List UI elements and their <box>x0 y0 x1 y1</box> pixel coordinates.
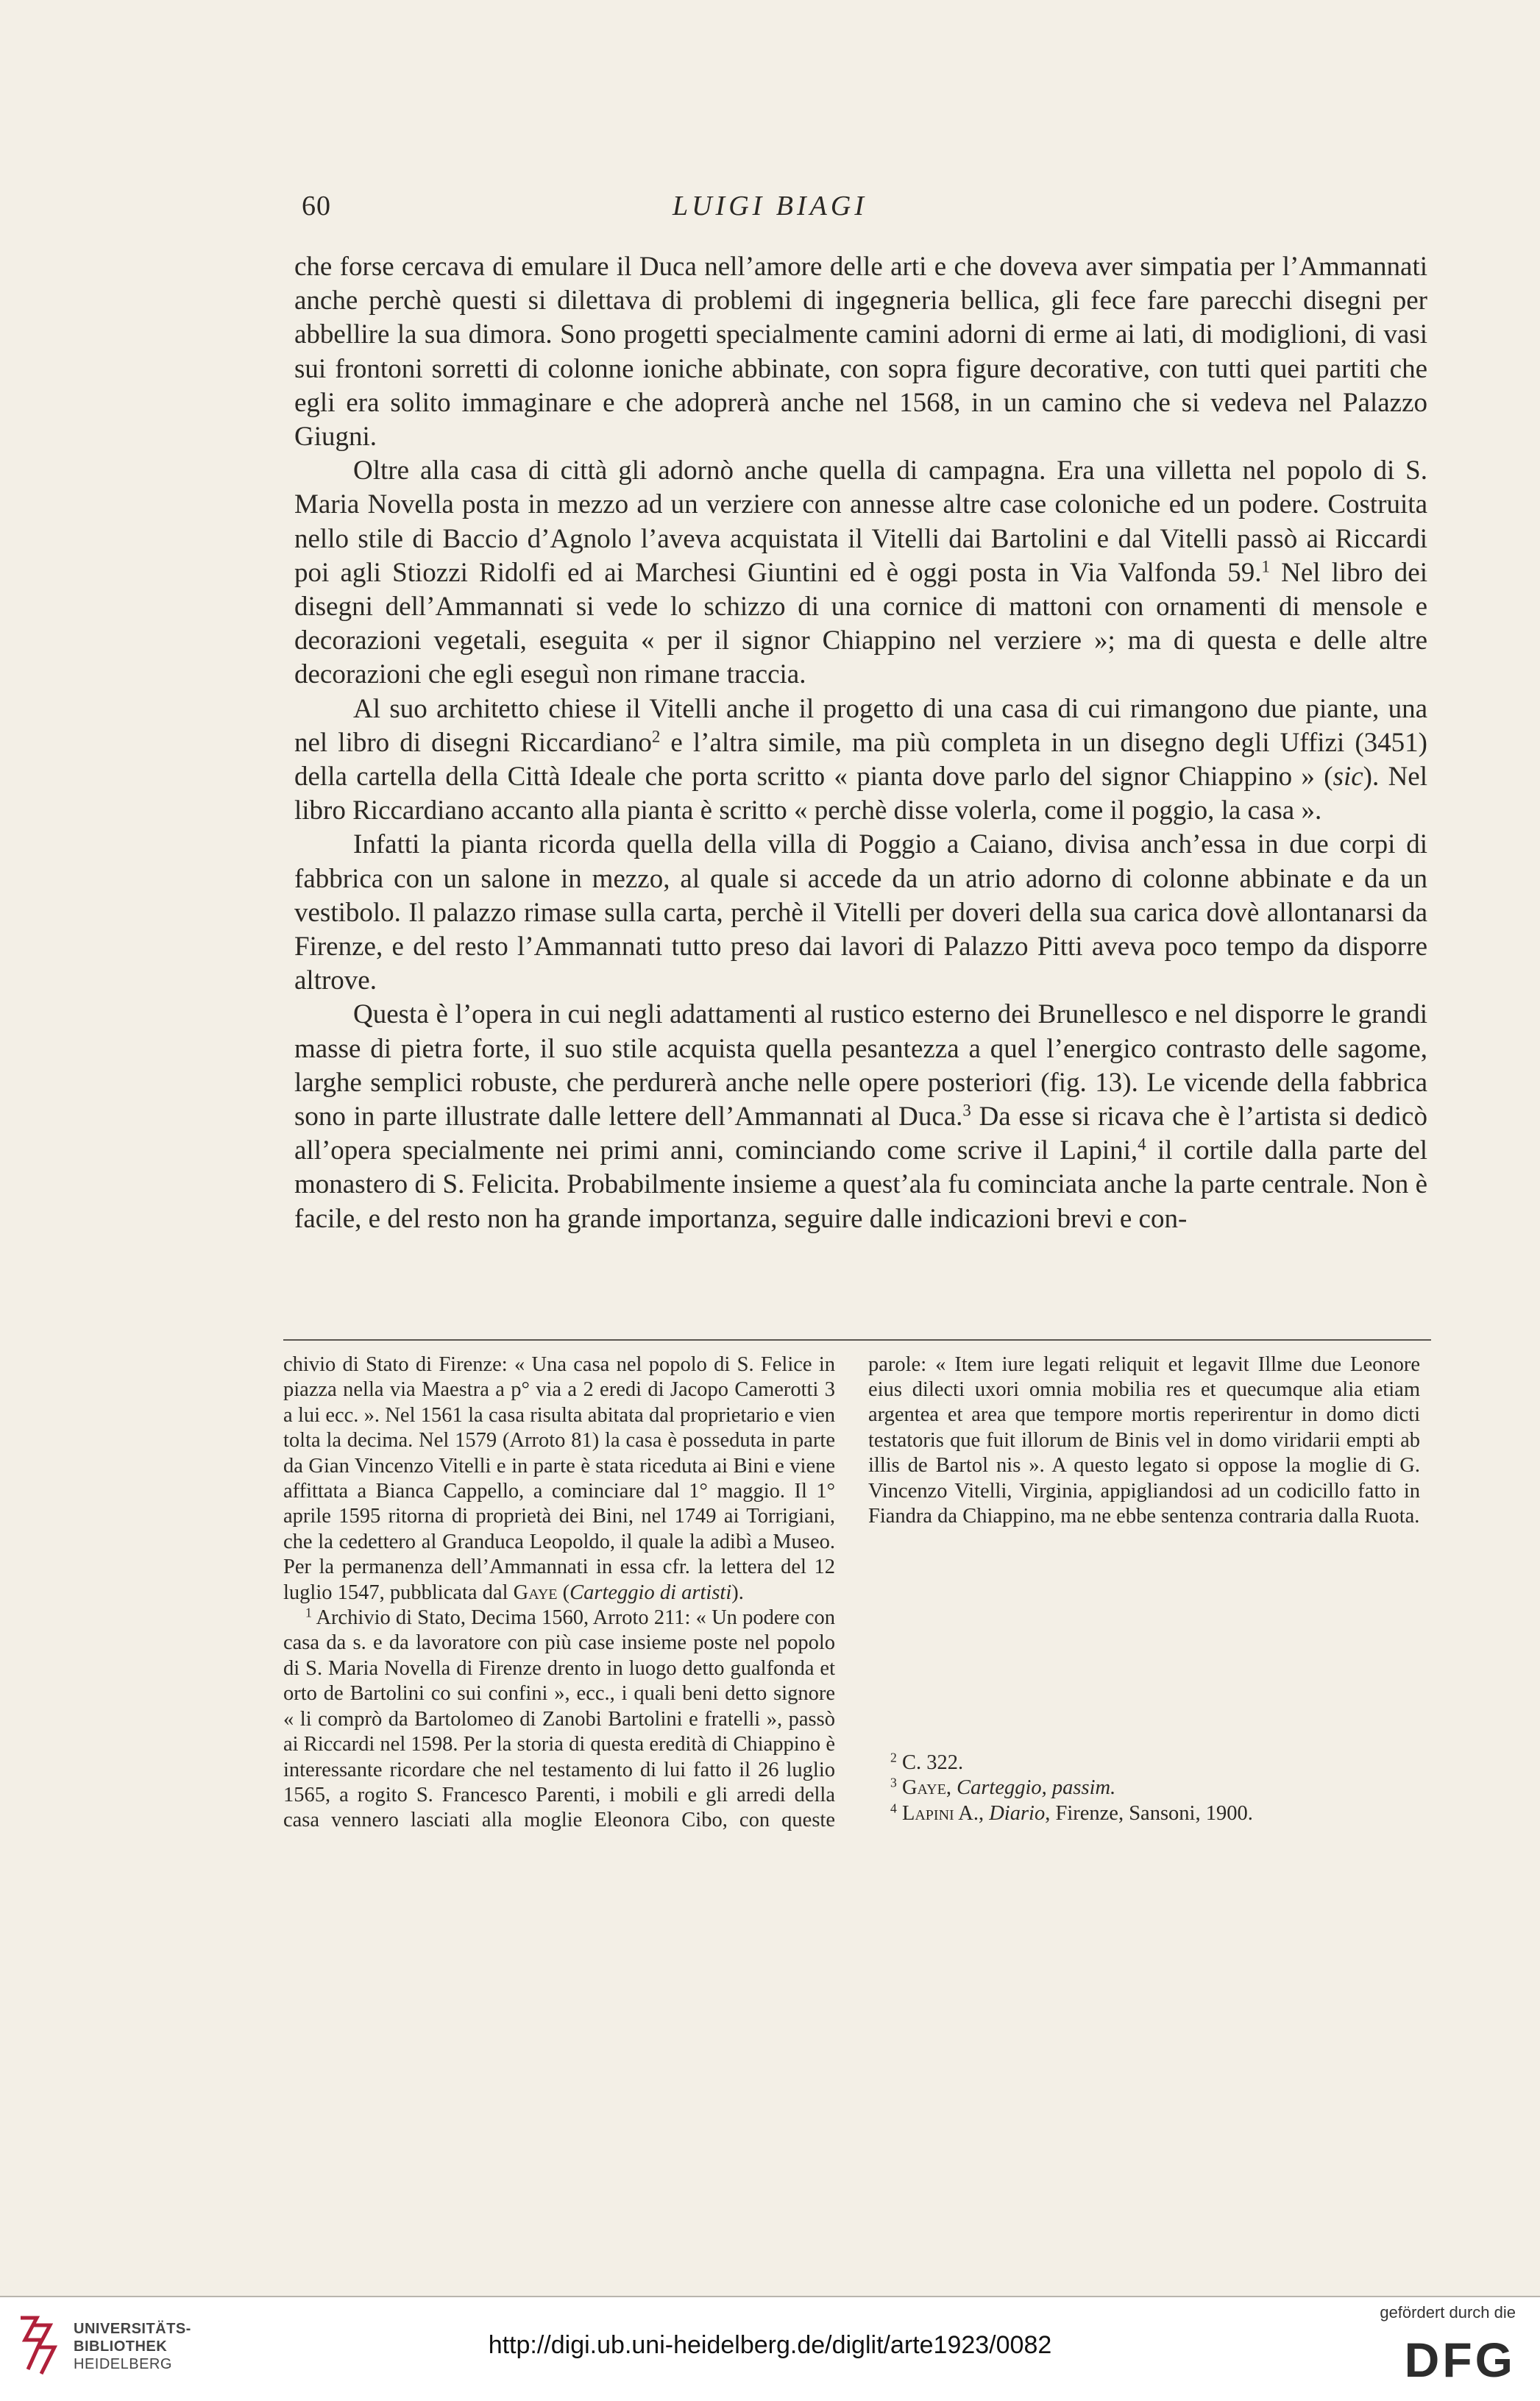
footnote-continuation: chivio di Stato di Firenze: « Una casa nel popolo di S. Felice in piazza nella via Maestra a p° via a 2 eredi di Jacopo Camerotti 3 a lui ecc. ». Nel 1561 la casa risulta abitata dal proprietario e vien tolta la decima. Nel 1579 (Arroto 81) la casa è posseduta in parte da Gian Vincenzo Vitelli e in parte è stata riceduta ai Bini e viene affittata a Bianca Cappello, a cominciare dal 1° maggio. Il 1° aprile 1595 ritorna di proprietà dei Bini, nel 1749 ai Torrigiani, che la cedettero al Granduca Leopoldo, il quale la adibì a Museo. Per la permanenza dell’Ammannati in essa cfr. la lettera del 12 luglio 1547, pubblicata dal Gaye (Carteggio di artisti). <box>283 1353 835 1604</box>
paragraph-5: Questa è l’opera in cui negli adattamenti al rustico esterno dei Brunellesco e nel disporre le grandi masse di pietra forte, il suo stile acquista quella pesantezza a quel l’energico contrasto delle sagome, larghe semplici robuste, che perdurerà anche nelle opere posteriori (fig. 13). Le vicende della fabbrica sono in parte illustrate dalle lettere dell’Ammannati al Duca.$^3$ Da esse si ricava che è l’artista si dedicò all’opera specialmente nei primi anni, cominciando come scrive il Lapini,$^4$ il cortile dalla parte del monastero di S. Felicita. Probabilmente insieme a quest’ala fu cominciata anche la parte centrale. Non è facile, e del resto non ha grande importanza, seguire dalle indicazioni brevi e con- <box>294 999 1427 1234</box>
footnote-3: $^3$ Gaye, Carteggio, passim. <box>890 1775 1116 1800</box>
running-title: LUIGI BIAGI <box>672 191 867 221</box>
paragraph-3: Al suo architetto chiese il Vitelli anche il progetto di una casa di cui rimangono due piante, una nel libro di disegni Riccardiano$^2$ e l’altra simile, ma più completa in un disegno degli Uffizi (3451) della cartella della Città Ideale che porta scritto « pianta dove parlo del signor Chiappino » (sic). Nel libro Riccardiano accanto alla pianta è scritto « perchè disse volerla, come il poggio, la casa ». <box>294 693 1427 826</box>
paragraph-1: che forse cercava di emulare il Duca nell’amore delle arti e che doveva aver simpatia per l’Ammannati anche perchè questi si dilettava di problemi di ingegneria bellica, gli fece fare parecchi disegni per abbellire la sua dimora. Sono progetti specialmente camini adorni di erme ai lati, di modiglioni, di vasi sui frontoni sorretti di colonne ioniche abbinate, con sopra figure decorative, con tutti quei partiti che egli era solito immaginare e che adoprerà anche nel 1568, in un camino che si vedeva nel Palazzo Giugni. <box>294 252 1427 453</box>
footnote-2: $^2$ C. 322. <box>890 1750 964 1774</box>
main-text <box>294 250 1427 1236</box>
footnote-4: $^4$ Lapini A., Diario, Firenze, Sansoni, 1900. <box>890 1801 1253 1825</box>
footnotes-left-column <box>283 1352 835 1834</box>
footnote-divider <box>283 1339 1431 1341</box>
footnote-1-continued <box>868 1352 1422 1751</box>
paragraph-4: Infatti la pianta ricorda quella della villa di Poggio a Caiano, divisa anch’essa in due corpi di fabbrica con un salone in mezzo, al quale si accede da un atrio adorno di colonne abbinate e da un vestibolo. Il palazzo rimase sulla carta, perchè il Vitelli per doveri della sua carica dovè allontanarsi da Firenze, e del resto l’Ammannati tutto preso dai lavori di Palazzo Pitti aveva poco tempo da disporre altrove. <box>294 829 1427 996</box>
permalink-url[interactable]: http://digi.ub.uni-heidelberg.de/diglit/arte1923/0082 <box>488 2331 1052 2359</box>
footnote-1-full <box>868 1352 1420 1530</box>
footnote-ref-1[interactable]: 1 <box>1261 557 1270 576</box>
dfg-logo[interactable]: DFG <box>1404 2333 1516 2387</box>
page-number: 60 <box>302 191 331 221</box>
footnotes-right-column <box>868 1352 1422 1826</box>
paragraph-2: Oltre alla casa di città gli adornò anche quella di campagna. Era una villetta nel popolo di S. Maria Novella posta in mezzo ad un verziere con annesse altre case coloniche ed un podere. Costruita nello stile di Baccio d’Agnolo l’aveva acquistata il Vitelli dai Bartolini e dal Vitelli passò ai Riccardi poi agli Stiozzi Ridolfi ed ai Marchesi Giuntini ed è oggi posta in Via Valfonda 59.$^1$ Nel libro dei disegni dell’Ammannati si vede lo schizzo di una cornice di mattoni con ornamenti di mensole e decorazioni vegetali, eseguita « per il signor Chiappino nel verziere »; ma di questa e delle altre decorazioni che egli eseguì non rimane traccia. <box>294 455 1427 690</box>
funding-label: gefördert durch die <box>1380 2303 1516 2322</box>
footnote-1: $^1$ Archivio di Stato, Decima 1560, Arroto 211: « Un podere con casa da s. e da lavoratore con più case insieme poste nel popolo di S. Maria Novella di Firenze drento in luogo detto gualfonda et orto de Bartolini co sui confini », ecc., i quali beni detto signore « li comprò da Bartolomeo di Zanobi Bartolini e fratelli », passò ai Riccardi nel 1598. Per la storia di questa eredità di Chiappino è interessante ricordare che nel testamento di lui fatto il 26 luglio 1565, a rogito S. Francesco Parenti, i mobili e gli arredi della casa vennero lasciati alla moglie Eleonora Cibo, con queste <box>283 1606 835 1834</box>
footnote-ref-3[interactable]: 3 <box>962 1101 971 1120</box>
footnote-1-text: Archivio di Stato, Decima 1560, Arroto 211: « Un podere con casa da s. e da lavoratore con più case insieme poste nel popolo di S. Maria Novella di Firenze drento in luogo detto gualfonda et orto de Bartolini co sui confini », ecc., i quali beni detto signore « li comprò da Bartolomeo di Zanobi Bartolini e fratelli », passò ai Riccardi nel 1598. Per la storia di questa eredità di Chiappino è interessante ricordare che nel testamento di lui fatto il 26 luglio 1565, a rogito S. Francesco Parenti, i mobili e gli arredi della casa vennero lasciati alla moglie Eleonora Cibo, con queste <box>283 1606 835 1832</box>
footnote-1-text-cont: parole: « Item iure legati reliquit et legavit Illme due Leonore eius dilecti uxori omnia mobilia res et quecumque alia etiam argentea et area que tempore mortis reperirentur in domo dicti testatoris que fuit illorum de Binis vel in domo viridarii empti ab illis de Bartol nis ». A questo legato si oppose la moglie di G. Vincenzo Vitelli, Virginia, appigliandosi ad un codicillo fatto in Fiandra da Chiappino, ma ne ebbe sentenza contraria dalla Ruota. <box>868 1352 1420 1528</box>
library-name[interactable]: UNIVERSITÄTS- BIBLIOTHEK HEIDELBERG <box>74 2321 191 2372</box>
footnote-ref-4[interactable]: 4 <box>1138 1135 1146 1154</box>
footnote-ref-2[interactable]: 2 <box>651 727 661 746</box>
